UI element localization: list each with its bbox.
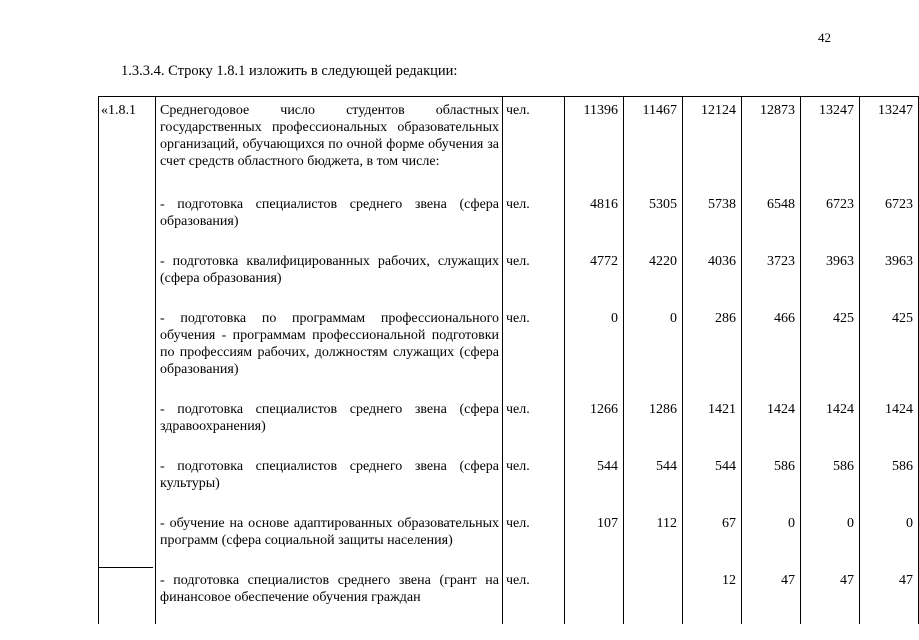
value-cell: 0 xyxy=(624,305,683,396)
value-cell: 4220 xyxy=(624,248,683,305)
value-cell: 47 xyxy=(860,567,919,624)
value-cell: 3963 xyxy=(801,248,860,305)
indicator-name-cell: - подготовка специалистов среднего звена (сфера образования) xyxy=(156,191,503,248)
value-cell: 112 xyxy=(624,510,683,567)
unit-cell: чел. xyxy=(503,396,565,453)
value-cell: 6723 xyxy=(801,191,860,248)
table-row xyxy=(99,453,919,510)
unit-cell: чел. xyxy=(503,97,565,192)
empty-code-cell xyxy=(99,567,156,624)
value-cell: 107 xyxy=(565,510,624,567)
indicator-table xyxy=(98,96,913,605)
value-cell: 1424 xyxy=(742,396,801,453)
value-cell: 425 xyxy=(860,305,919,396)
row-code-cell: «1.8.1 xyxy=(99,97,156,192)
value-cell xyxy=(624,567,683,624)
empty-code-cell xyxy=(99,453,156,510)
value-cell: 1424 xyxy=(801,396,860,453)
value-cell: 11396 xyxy=(565,97,624,192)
value-cell: 13247 xyxy=(801,97,860,192)
indicator-name-cell: Среднегодовое число студентов областных государственных профессиональных образовательных организаций, обучающихся по очной форме обучения за счет средств областного бюджета, в том числе: xyxy=(156,97,503,192)
value-cell: 3723 xyxy=(742,248,801,305)
value-cell: 5738 xyxy=(683,191,742,248)
indicator-name-cell: - подготовка квалифицированных рабочих, служащих (сфера образования) xyxy=(156,248,503,305)
section-heading: 1.3.3.4. Строку 1.8.1 изложить в следующей редакции: xyxy=(121,63,458,79)
unit-cell: чел. xyxy=(503,191,565,248)
table-row xyxy=(99,97,919,192)
value-cell: 4036 xyxy=(683,248,742,305)
value-cell: 0 xyxy=(801,510,860,567)
value-cell: 586 xyxy=(801,453,860,510)
value-cell: 4772 xyxy=(565,248,624,305)
empty-code-cell xyxy=(99,191,156,248)
value-cell: 286 xyxy=(683,305,742,396)
value-cell: 544 xyxy=(565,453,624,510)
value-cell: 47 xyxy=(742,567,801,624)
table-row xyxy=(99,567,919,624)
indicator-name-cell: - подготовка специалистов среднего звена (сфера здравоохранения) xyxy=(156,396,503,453)
empty-code-cell xyxy=(99,248,156,305)
indicator-name-cell: - обучение на основе адаптированных образовательных программ (сфера социальной защиты населения) xyxy=(156,510,503,567)
value-cell: 12124 xyxy=(683,97,742,192)
value-cell: 1266 xyxy=(565,396,624,453)
value-cell: 11467 xyxy=(624,97,683,192)
unit-cell: чел. xyxy=(503,453,565,510)
value-cell: 67 xyxy=(683,510,742,567)
value-cell: 1424 xyxy=(860,396,919,453)
page-number: 42 xyxy=(818,30,831,45)
indicator-name-cell: - подготовка специалистов среднего звена (грант на финансовое обеспечение обучения граждан xyxy=(156,567,503,624)
table-row xyxy=(99,191,919,248)
table-row xyxy=(99,510,919,567)
table-row xyxy=(99,305,919,396)
unit-cell: чел. xyxy=(503,567,565,624)
unit-cell: чел. xyxy=(503,510,565,567)
value-cell: 6548 xyxy=(742,191,801,248)
value-cell: 1286 xyxy=(624,396,683,453)
value-cell: 0 xyxy=(565,305,624,396)
value-cell: 0 xyxy=(742,510,801,567)
value-cell: 5305 xyxy=(624,191,683,248)
value-cell: 12 xyxy=(683,567,742,624)
value-cell: 586 xyxy=(860,453,919,510)
value-cell: 4816 xyxy=(565,191,624,248)
table-row xyxy=(99,396,919,453)
value-cell: 544 xyxy=(683,453,742,510)
value-cell: 425 xyxy=(801,305,860,396)
value-cell: 0 xyxy=(860,510,919,567)
indicator-name-cell: - подготовка специалистов среднего звена (сфера культуры) xyxy=(156,453,503,510)
unit-cell: чел. xyxy=(503,248,565,305)
value-cell: 3963 xyxy=(860,248,919,305)
value-cell: 586 xyxy=(742,453,801,510)
value-cell: 544 xyxy=(624,453,683,510)
empty-code-cell xyxy=(99,305,156,396)
value-cell: 1421 xyxy=(683,396,742,453)
value-cell xyxy=(565,567,624,624)
value-cell: 12873 xyxy=(742,97,801,192)
unit-cell: чел. xyxy=(503,305,565,396)
value-cell: 47 xyxy=(801,567,860,624)
value-cell: 13247 xyxy=(860,97,919,192)
table-row xyxy=(99,248,919,305)
empty-code-cell xyxy=(99,396,156,453)
value-cell: 466 xyxy=(742,305,801,396)
value-cell: 6723 xyxy=(860,191,919,248)
empty-code-cell xyxy=(99,510,156,567)
indicator-name-cell: - подготовка по программам профессионального обучения - программам профессиональной подготовки по профессиям рабочих, должностям служащих (сфера образования) xyxy=(156,305,503,396)
code-cell-bottom-border xyxy=(98,567,153,568)
